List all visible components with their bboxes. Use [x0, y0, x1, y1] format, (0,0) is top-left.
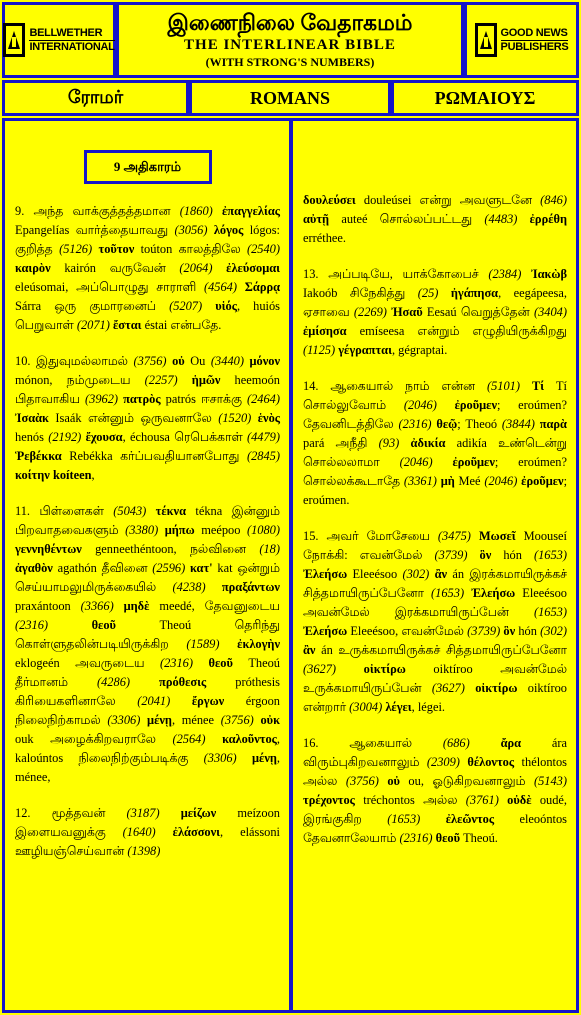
- book-name-tamil: ரோமர்: [67, 86, 124, 107]
- verse-paragraph: 9. அந்த வாக்குத்தத்தமான (1860) ἐπαγγελίας Epangelías வார்த்தையாவது (3056) λόγος lógos: குறித்த (5126) τοῦτον toúton காலத்திலே (2540) καιρὸν kairón வருவேன் (2064) ἐλεύσομαι eleúsomai, அப்பொழுது சாராளி (4564) Σάρρᾳ Sárra ஒரு குமாரனைப் (5207) υἱός, huiós பெறுவாள் (2071) ἔσται éstai என்பதே.: [15, 204, 280, 332]
- book-name-greek-box: [391, 80, 579, 116]
- book-name-english: ROMANS: [250, 87, 330, 108]
- left-logo-line-1: BELLWETHER: [29, 27, 114, 41]
- title-subtitle: (WITH STRONG'S NUMBERS): [205, 55, 375, 69]
- right-verse-list: [303, 191, 567, 848]
- left-column: [2, 118, 292, 1013]
- verse-paragraph: 16. ஆகையால் (686) ἄρα ára விரும்புகிறவனாலும் (2309) θέλοντος thélontos அல்ல (3756) οὐ ou, ஓடுகிறவனாலும் (5143) τρέχοντος tréchontos அல்ல (3761) οὐδὲ oudé, இரங்குகிற (1653) ἐλεῶντος eleoóntos தேவனாலேயாம் (2316) θεοῦ Theoú.: [303, 736, 568, 845]
- verse-paragraph: 13. அப்படியே, யாக்கோபைச் (2384) Ἰακὼβ Iakoób சிநேகித்து (25) ἠγάπησα, eegápeesa, ஏசாவை (2269) Ἠσαῦ Eesaú வெறுத்தேன் (3404) ἐμίσησα emíseesa என்றும் எழுதியிருக்கிறது (1125) γέγραπται, gégraptai.: [303, 267, 567, 357]
- verse-paragraph: 14. ஆகையால் நாம் என்ன (5101) Τί Tí சொல்லுவோம் (2046) ἐροῦμεν; eroúmen? தேவனிடத்திலே (2316) θεῷ; Theoó (3844) παρὰ pará அநீதி (93) ἀδικία adikía உண்டென்று சொல்லலாமா (2046) ἐροῦμεν; eroúmen? சொல்லக்கூடாதே (3361) μὴ Meé (2046) ἐροῦμεν; eroúmen.: [303, 379, 568, 507]
- verse-paragraph: 15. அவர் மோசேயை (3475) Μωσεῖ Moouseí நோக்கி: எவன்மேல் (3739) ὃν hón (1653) Ἐλεήσω Eleeésoo (302) ἂν án இரக்கமாயிருக்கச் சித்தமாயிருப்பேனோ (1653) Ἐλεήσω Eleeésoo அவன்மேல் இரக்கமாயிருப்பேன் (1653) Ἐλεήσω Eleeésoo, எவன்மேல் (3739) ὃν hón (302) ἂν án உருக்கமாயிருக்கச் சித்தமாயிருப்பேனோ (3627) οἰκτίρω oiktíroo அவன்மேல் உருக்கமாயிருப்பேன் (3627) οἰκτίρω oiktíroo என்றார் (3004) λέγει, légei.: [303, 529, 568, 714]
- right-column: [290, 118, 579, 1013]
- verse-paragraph: δουλεύσει douleúsei என்று அவளுடனே (846) αὐτῇ auteé சொல்லப்பட்டது (4483) ἐρρέθη erréthee.: [303, 193, 567, 245]
- good-news-logo-icon: [475, 23, 497, 57]
- bellwether-logo-icon: [3, 23, 25, 57]
- left-logo-text: [29, 27, 114, 54]
- title-english: THE INTERLINEAR BIBLE: [184, 37, 396, 53]
- right-logo-line-2: PUBLISHERS: [500, 40, 569, 53]
- left-logo-line-2: INTERNATIONAL: [29, 40, 115, 53]
- verse-paragraph: 12. மூத்தவன் (3187) μείζων meízoon இளையவனுக்கு (1640) ἐλάσσονι, elássoni ஊழியஞ்செய்வான் (1398): [15, 806, 281, 858]
- right-logo-text: [501, 27, 569, 54]
- chapter-label: 9 அதிகாரம்: [84, 150, 212, 184]
- left-logo-box: [2, 2, 116, 78]
- title-box: [116, 2, 464, 78]
- right-logo-line-1: GOOD NEWS: [500, 26, 568, 39]
- verse-paragraph: 11. பிள்ளைகள் (5043) τέκνα tékna இன்னும் பிறவாதவைகளும் (3380) μήπω meépoo (1080) γεννηθέντων genneethéntoon, நல்வினை (18) ἀγαθὸν agathón தீவினை (2596) κατ' kat ஒன்றும் செய்யாமலுமிருக்கையில் (4238) πραξάντων praxántoon (3366) μηδὲ meedé, தேவனுடைய (2316) θεοῦ Theoú தெரிந்து கொள்ளுதலின்படியிருக்கிற (1589) ἐκλογὴν eklogeén அவருடைய (2316) θεοῦ Theoú தீர்மானம் (4286) πρόθεσις próthesis கிரியைகளினாலே (2041) ἔργων érgoon நிலைநிற்காமல் (3306) μένῃ, ménee (3756) οὐκ ouk அழைக்கிறவராலே (2564) καλοῦντος, kaloúntos நிலைநிற்கும்படிக்கு (3306) μένῃ, ménee,: [15, 504, 281, 784]
- book-name-tamil-box: [2, 80, 189, 116]
- title-tamil: இணைநிலை வேதாகமம்: [167, 10, 413, 35]
- book-name-english-box: [189, 80, 391, 116]
- right-logo-box: [464, 2, 579, 78]
- book-name-greek: ΡΩΜΑΙΟΥΣ: [434, 87, 536, 108]
- verse-paragraph: 10. இதுவுமல்லாமல் (3756) οὐ Ou (3440) μόνον mónon, நம்முடைய (2257) ἡμῶν heemoón பிதாவாகிய (3962) πατρὸς patrós ஈசாக்கு (2464) Ἰσαὰκ Isaák என்னும் ஒருவனாலே (1520) ἑνὸς henós (2192) ἔχουσα, échousa ரெபெக்காள் (4479) Ῥεβέκκα Rebékka கர்ப்பவதியானபோது (2845) κοίτην koíteen,: [15, 354, 281, 482]
- left-verse-list: [15, 202, 280, 861]
